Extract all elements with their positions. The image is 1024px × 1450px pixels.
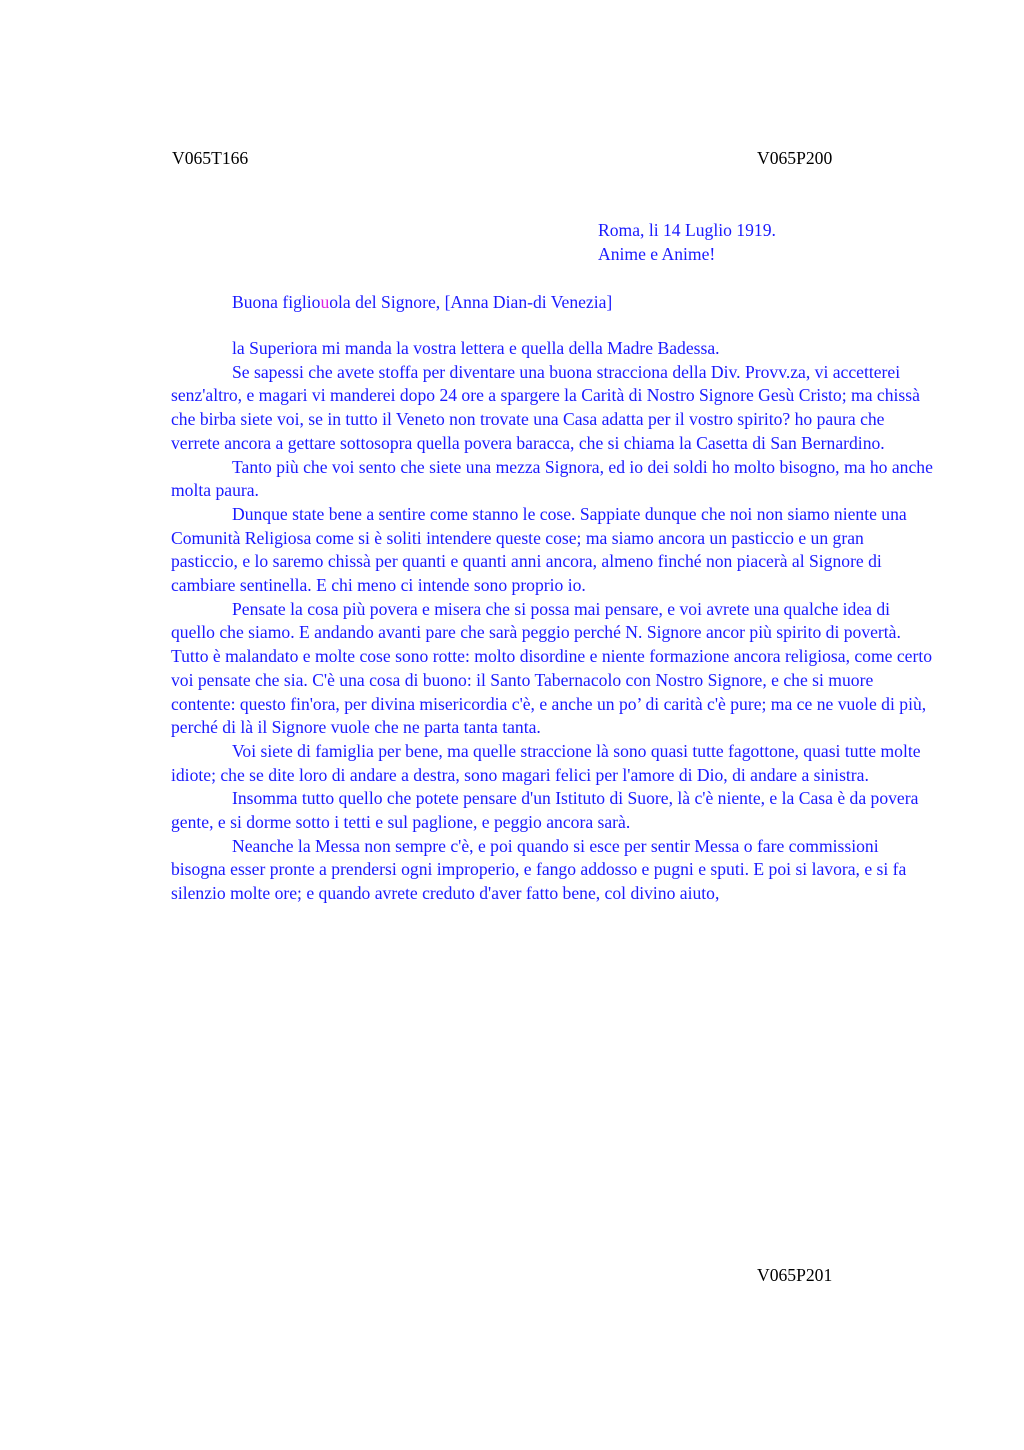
salutation-highlight: u <box>320 292 330 312</box>
letter-date: Roma, li 14 Luglio 1919. <box>598 220 776 240</box>
paragraph: Insomma tutto quello che potete pensare d'un Istituto di Suore, là c'è niente, e la Casa è da povera gente, e si dorme sotto i tetti e sul paglione, e peggio ancora sarà. <box>171 788 919 833</box>
letter-body <box>171 337 933 906</box>
letter-motto: Anime e Anime! <box>598 244 716 264</box>
paragraph: la Superiora mi manda la vostra lettera e quella della Madre Badessa. <box>232 338 720 358</box>
salutation <box>232 290 612 314</box>
page-id-bottom: V065P201 <box>757 1265 833 1285</box>
text-id-label: V065T166 <box>172 148 249 168</box>
paragraph: Neanche la Messa non sempre c'è, e poi quando si esce per sentir Messa o fare commissioni bisogna esser pronte a prendersi ogni improperio, e fango addosso e pugni e sputi. E poi si lavora, e si fa silenzio molte ore; e quando avrete creduto d'aver fatto bene, col divino aiuto, <box>171 835 907 904</box>
paragraph: Pensate la cosa più povera e misera che si possa mai pensare, e voi avrete una qualche idea di quello che siamo. E andando avanti pare che sarà peggio perché N. Signore ancor più spirito di povertà. Tutto è malandato e molte cose sono rotte: molto disordine e niente formazione ancora religiosa, come certo voi pensate che sia. C'è una cosa di buono: il Santo Tabernacolo con Nostro Signore, e che si muore contente: questo fin'ora, per divina misericordia c'è, e anche un po’ di carità c'è pure; ma ce ne vuole di più, perché di là il Signore vuole che ne parta tanta tanta. <box>171 598 933 738</box>
paragraph: Se sapessi che avete stoffa per diventare una buona stracciona della Div. Provv.za, vi accetterei senz'altro, e magari vi manderei dopo 24 ore a spargere la Carità di Nostro Signore Gesù Cristo; ma chissà che birba siete voi, se in tutto il Veneto non trovate una Casa adatta per il vostro spirito? ho paura che verrete ancora a gettare sottosopra quella povera baracca, che si chiama la Casetta di San Bernardino. <box>171 361 920 453</box>
salutation-end: ola del Signore, [Anna Dian-di Venezia] <box>329 292 613 312</box>
salutation-start: Buona figlio <box>232 292 321 312</box>
page-id-top: V065P200 <box>757 148 833 168</box>
dateline <box>598 218 776 266</box>
paragraph: Tanto più che voi sento che siete una mezza Signora, ed io dei soldi ho molto bisogno, ma ho anche molta paura. <box>171 456 933 501</box>
paragraph: Dunque state bene a sentire come stanno le cose. Sappiate dunque che noi non siamo niente una Comunità Religiosa come si è soliti intendere queste cose; ma siamo ancora un pasticcio e un gran pasticcio, e lo saremo chissà per quanti e quanti anni ancora, almeno finché non piacerà al Signore di cambiare sentinella. E chi meno ci intende sono proprio io. <box>171 503 907 596</box>
paragraph: Voi siete di famiglia per bene, ma quelle straccione là sono quasi tutte fagottone, quasi tutte molte idiote; che se dite loro di andare a destra, sono magari felici per l'amore di Dio, di andare a sinistra. <box>171 740 921 785</box>
